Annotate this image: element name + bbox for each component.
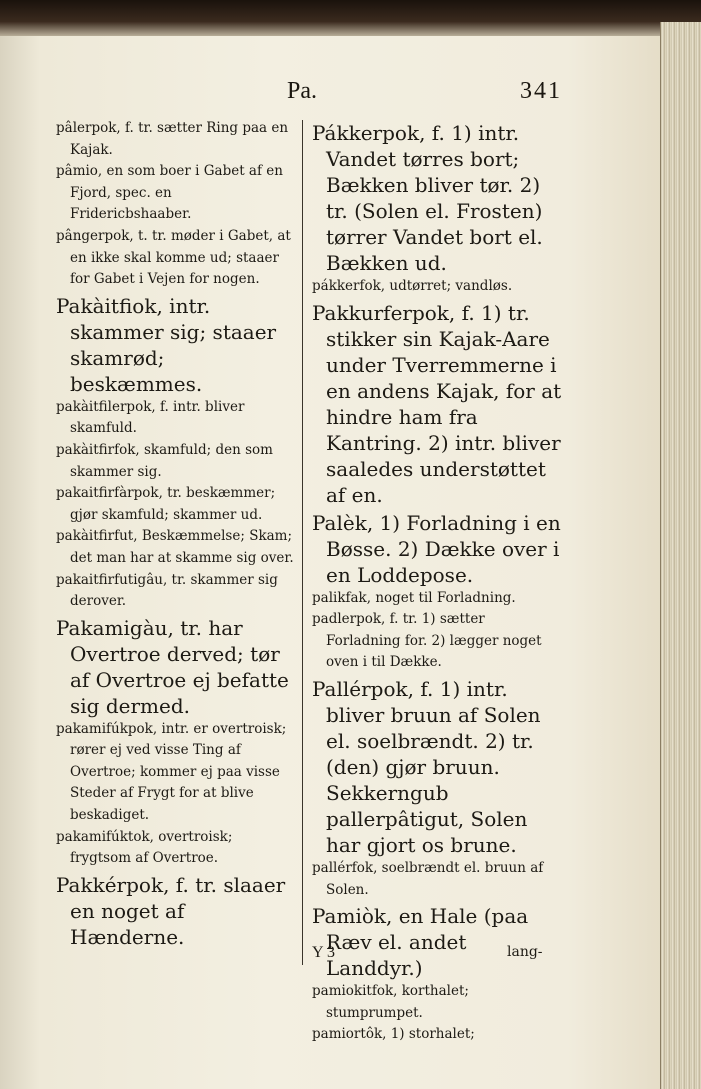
running-head: Pa. (287, 78, 317, 104)
catchword: lang- (507, 944, 543, 960)
dictionary-entry: Pakamigàu, tr. har Overtroe derved; tør af Overtroe ej befatte sig dermed. (56, 615, 289, 718)
dictionary-entry: pamiortôk, 1) storhalet; (312, 1026, 475, 1043)
page-top-shadow (0, 0, 701, 36)
dictionary-entry: palikfak, noget til Forladning. (312, 589, 516, 606)
dictionary-entry: pâmio, en som boer i Gabet af en Fjord, spec. en Fridericbshaaber. (56, 163, 283, 223)
signature-mark: Y 3 (312, 944, 335, 961)
dictionary-entry: pâlerpok, f. tr. sætter Ring paa en Kajak. (56, 120, 289, 158)
dictionary-entry: pakaitfirfàrpok, tr. beskæmmer; gjør skamfuld; skammer ud. (56, 485, 276, 523)
page-edges (660, 22, 701, 1089)
dictionary-entry: Pakkérpok, f. tr. slaaer en noget af Hænderne. (56, 872, 286, 949)
dictionary-entry: pângerpok, t. tr. møder i Gabet, at en ikke skal komme ud; staaer for Gabet i Vejen for nogen. (56, 227, 291, 288)
dictionary-entry: pakàitfirfok, skamfuld; den som skammer sig. (56, 441, 273, 480)
dictionary-entry: pakamifúktok, overtroisk; frygtsom af Overtroe. (56, 828, 233, 867)
dictionary-entry: Pamiòk, en Hale (paa Ræv el. andet Landdyr.) (312, 904, 529, 981)
column-divider (302, 120, 303, 965)
left-column (56, 118, 294, 950)
dictionary-entry: Pakàitfiok, intr. skammer sig; staaer skamrød; beskæmmes. (56, 293, 277, 396)
page-number: 341 (520, 78, 562, 104)
dictionary-entry: Palèk, 1) Forladning i en Bøsse. 2) Dække over i en Loddepose. (312, 510, 561, 587)
dictionary-entry: pallérfok, soelbrændt el. bruun af Solen. (312, 859, 544, 898)
dictionary-entry: pakàitfilerpok, f. intr. bliver skamfuld. (56, 398, 245, 437)
dictionary-entry: pakàitfirfut, Beskæmmelse; Skam; det man har at skamme sig over. (56, 528, 294, 566)
dictionary-entry: Pallérpok, f. 1) intr. bliver bruun af Solen el. soelbrændt. 2) tr. (den) gjør bruun. Sekkerngub pallerpâtigut, Solen har gjort os brune. (312, 676, 541, 857)
dictionary-entry: Pákkerpok, f. 1) intr. Vandet tørres bort; Bækken bliver tør. 2) tr. (Solen el. Frosten) tørrer Vandet bort el. Bækken ud. (312, 121, 543, 275)
dictionary-entry: pakaitfirfutigâu, tr. skammer sig derover. (56, 571, 278, 610)
dictionary-entry: Pakkurferpok, f. 1) tr. stikker sin Kajak-Aare under Tverremmerne i en andens Kajak, for at hindre ham fra Kantring. 2) intr. bliver saaledes understøttet af en. (312, 300, 562, 507)
dictionary-entry: pamiokitfok, korthalet; stumprumpet. (312, 983, 469, 1021)
dictionary-entry: padlerpok, f. tr. 1) sætter Forladning for. 2) lægger noget oven i til Dække. (312, 611, 542, 671)
dictionary-entry: pakamifúkpok, intr. er overtroisk; rører ej ved visse Ting af Overtroe; kommer ej paa visse Steder af Frygt for at blive beskadiget. (56, 720, 287, 824)
dictionary-entry: pákkerfok, udtørret; vandløs. (312, 278, 513, 294)
right-column (312, 118, 562, 1046)
